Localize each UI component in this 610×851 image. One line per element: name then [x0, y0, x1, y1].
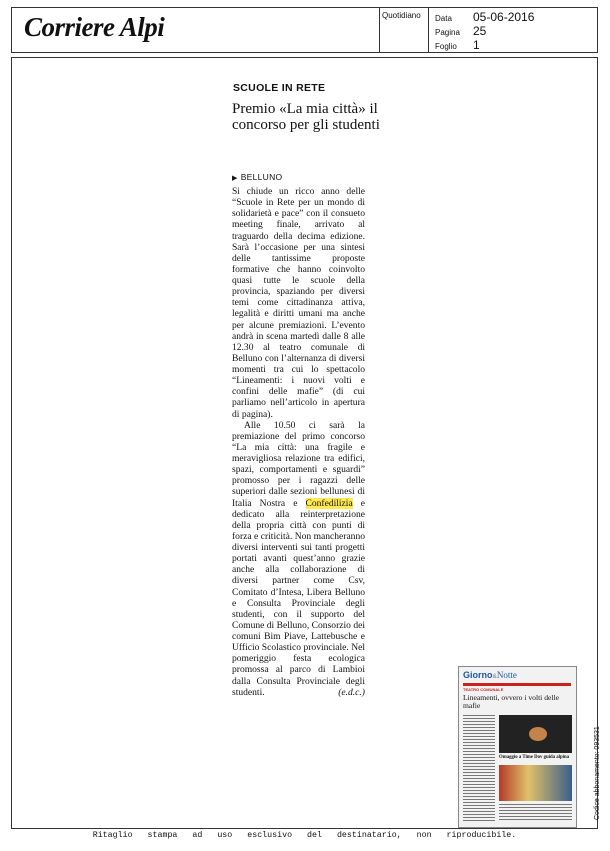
- thumbnail-rule: [463, 683, 571, 686]
- meta-key: Foglio: [435, 42, 457, 51]
- article-dateline: [232, 172, 282, 182]
- thumbnail-subtitle: Omaggio a Time Dov guida alpina: [499, 755, 570, 760]
- meta-key: Data: [435, 14, 452, 23]
- subscription-code: Codice abbonamento: 093531: [594, 726, 601, 820]
- paragraph-1: Si chiude un ricco anno delle “Scuole in Rete per un mondo di solidarietà e pace” con il consueto meeting finale, arrivato al traguardo della decima edizione. Sarà l’occasione per una sintesi delle tantissime proposte formative che hanno coinvolto quasi tutte le scuole della provincia, spaziando per diversi temi come cittadinanza attiva, legalità e diritti umani ma anche per alcune premiazioni. L’evento andrà in scena martedì dalle 8 alle 12.30 al teatro comunale di Belluno con l’alternanza di diversi momenti tra cui lo spettacolo “Lineamenti: i nuovi volti e confini delle mafie” (di cui parliamo nell’articolo in apertura di pagina).: [232, 186, 365, 420]
- highlighted-term: Confedilizia: [305, 497, 353, 509]
- meta-key: Pagina: [435, 28, 460, 37]
- thumbnail-photo: [499, 715, 572, 753]
- paragraph-2-part-1: Alle 10.50 ci sarà la premiazione del primo concorso “La mia città: una fragile e meravigliosa relazione tra edifici, spazi, comportamenti e sguardi” promosso per i ragazzi delle superiori dalle sezioni bellunesi di Italia Nostra e: [232, 419, 365, 509]
- article-body: [232, 186, 365, 698]
- footer-notice: Ritaglio stampa ad uso esclusivo del destinatario, non riproducibile.: [92, 831, 517, 840]
- thumbnail-photo-2: [499, 765, 572, 801]
- thumb-giorno: Giorno: [463, 670, 493, 680]
- meta-cell: [428, 8, 598, 52]
- author-signature: (e.d.c.): [338, 686, 365, 698]
- meta-value: 25: [473, 24, 487, 38]
- thumbnail-text-column: [499, 804, 572, 822]
- page-thumbnail: [458, 666, 577, 828]
- meta-row-foglio: [435, 36, 480, 54]
- triangle-icon: ▶: [232, 175, 238, 182]
- publication-name: Corriere Alpi: [24, 12, 165, 42]
- masthead-cell: [12, 8, 380, 52]
- meta-value: 1: [473, 38, 480, 52]
- thumbnail-title: Lineamenti, ovvero i volti delle mafie: [463, 693, 559, 710]
- thumbnail-text-column: [463, 715, 495, 821]
- article-kicker: SCUOLE IN RETE: [233, 82, 326, 94]
- thumb-notte: Notte: [496, 670, 517, 680]
- thumbnail-masthead: [463, 670, 517, 680]
- paragraph-2-part-2: e dedicato alla reinterpretazione della propria città con punti di forza e criticità. Non mancheranno diversi interventi sui tanti progetti portati avanti quest’anno grazie anche alla collaborazione di diversi partner come Csv, Comitato d’Intesa, Libera Belluno e Consulta Provinciale degli studenti, con il supporto del Comune di Belluno, Consorzio dei comuni Bim Piave, Lattebusche e Ufficio Scolastico provinciale. Nel pomeriggio festa ecologica promossa al parco di Lambioi dalla Consulta Provinciale degli studenti.: [232, 497, 366, 698]
- meta-value: 05-06-2016: [473, 10, 535, 24]
- article-headline: Premio «La mia città» il concorso per gli studenti: [232, 101, 380, 133]
- publication-type: Quotidiano: [382, 11, 421, 20]
- paragraph-2: [232, 420, 365, 698]
- thumbnail-section-label: TEATRO COMUNALE: [463, 687, 504, 692]
- header-box: [11, 7, 598, 53]
- dateline-text: BELLUNO: [240, 172, 283, 182]
- thumb-amp: &: [492, 674, 497, 680]
- publication-logo: [24, 12, 164, 43]
